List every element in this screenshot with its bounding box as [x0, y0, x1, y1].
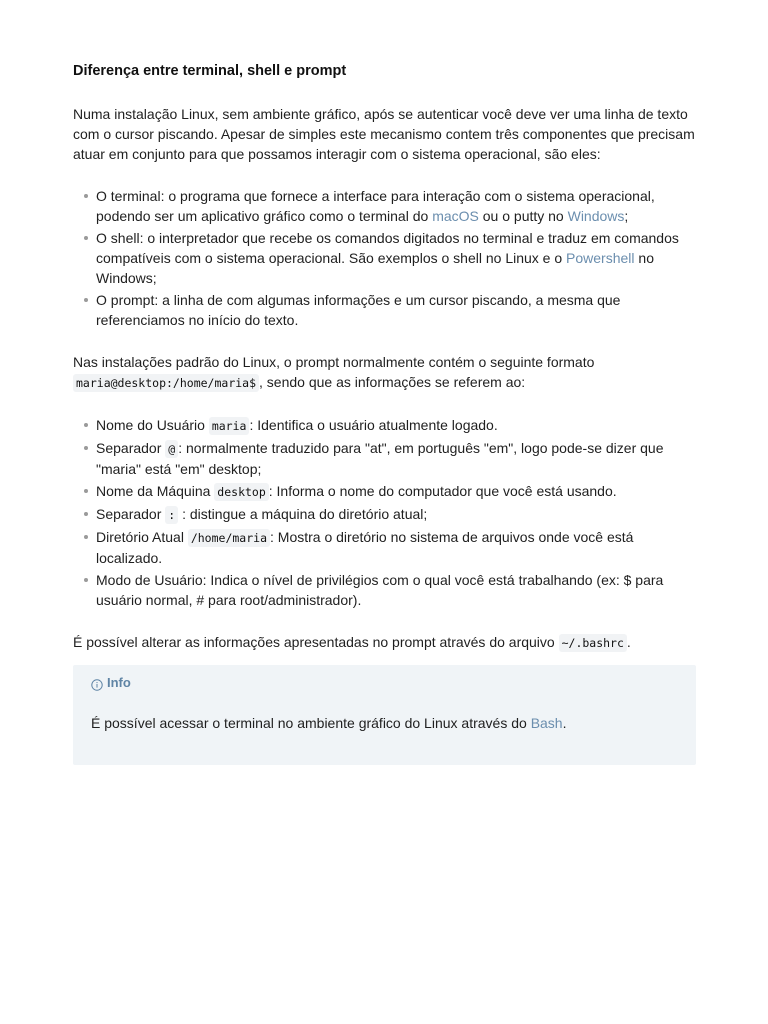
article: [73, 60, 696, 765]
powershell-link[interactable]: Powershell: [566, 250, 635, 266]
list-item-hostname: Nome da Máquina desktop : Informa o nome do computador que você está usando.: [96, 481, 696, 502]
username-code: maria: [209, 417, 250, 435]
list-item-username: Nome do Usuário maria : Identifica o usuário atualmente logado.: [96, 415, 696, 436]
hostname-code: desktop: [214, 483, 268, 501]
info-callout: [73, 665, 696, 765]
info-header: [91, 673, 678, 693]
at-code: @: [165, 440, 178, 458]
intro-paragraph: Numa instalação Linux, sem ambiente gráfico, após se autenticar você deve ver uma linha de texto com o cursor piscando. Apesar de simples este mecanismo contem três componentes que precisam atuar em conjunto para que possamos interagir com o sistema operacional, são eles:: [73, 106, 695, 162]
colon-code: :: [165, 506, 178, 524]
macos-link[interactable]: macOS: [432, 208, 479, 224]
bash-link[interactable]: Bash: [530, 715, 563, 731]
list-item-terminal: O terminal: o programa que fornece a interface para interação com o sistema operacional, podendo ser um aplicativo gráfico como o terminal do macOS ou o putty no Windows;: [96, 186, 696, 226]
page-title: Diferença entre terminal, shell e prompt: [73, 63, 347, 79]
info-text: É possível acessar o terminal no ambiente gráfico do Linux através do Bash.: [91, 715, 567, 731]
components-list: [73, 186, 696, 330]
bashrc-paragraph: É possível alterar as informações apresentadas no prompt através do arquivo ~/.bashrc .: [73, 634, 631, 650]
directory-code: /home/maria: [188, 529, 270, 547]
prompt-parts-list: [73, 415, 696, 610]
prompt-format-paragraph: Nas instalações padrão do Linux, o prompt normalmente contém o seguinte formato maria@desktop:/home/maria$ , sendo que as informações se referem ao:: [73, 354, 595, 390]
windows-link[interactable]: Windows: [567, 208, 625, 224]
bashrc-code: ~/.bashrc: [559, 634, 627, 652]
list-item-prompt: O prompt: a linha de com algumas informações e um cursor piscando, a mesma que referenciamos no início do texto.: [96, 290, 696, 330]
info-label: Info: [107, 675, 131, 690]
prompt-format-code: maria@desktop:/home/maria$: [73, 374, 259, 392]
list-item-directory: Diretório Atual /home/maria : Mostra o diretório no sistema de arquivos onde você está localizado.: [96, 527, 696, 568]
list-item-user-mode: Modo de Usuário: Indica o nível de privilégios com o qual você está trabalhando (ex: $ para usuário normal, # para root/administrador).: [96, 570, 696, 610]
list-item-colon-separator: Separador : : distingue a máquina do diretório atual;: [96, 504, 696, 525]
list-item-at-separator: Separador @ : normalmente traduzido para "at", em português "em", logo pode-se dizer que "maria" está "em" desktop;: [96, 438, 696, 479]
info-circle-icon: [91, 677, 103, 689]
list-item-shell: O shell: o interpretador que recebe os comandos digitados no terminal e traduz em comandos compatíveis com o sistema operacional. São exemplos o shell no Linux e o Powershell no Windows;: [96, 228, 696, 288]
